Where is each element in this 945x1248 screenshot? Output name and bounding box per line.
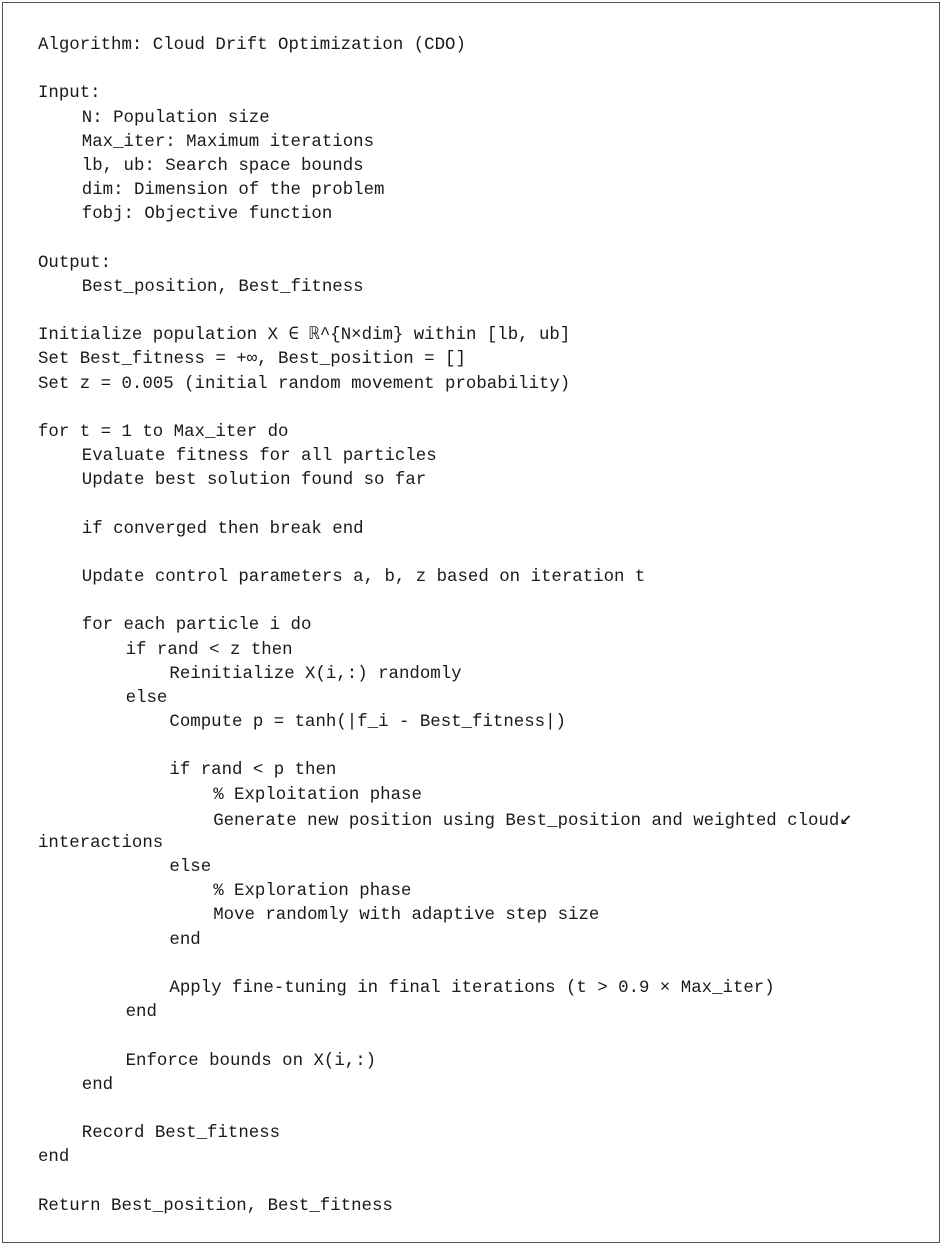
code-line-text: if rand < z then xyxy=(125,640,293,660)
code-line-text: Reinitialize X(i,:) randomly xyxy=(169,664,462,684)
code-line-text: end xyxy=(38,1148,70,1168)
code-line-text: Set z = 0.005 (initial random movement probability) xyxy=(38,374,571,394)
code-line xyxy=(169,759,336,783)
code-line-text: Return Best_position, Best_fitness xyxy=(38,1196,393,1216)
code-line xyxy=(82,155,364,179)
code-line xyxy=(82,179,385,203)
code-line-text: Update control parameters a, b, z based on iteration t xyxy=(81,567,646,587)
code-line xyxy=(126,687,168,711)
code-line xyxy=(38,324,570,348)
code-line xyxy=(126,1001,157,1025)
code-line-text: Output: xyxy=(38,253,112,273)
code-line xyxy=(169,929,200,953)
code-line xyxy=(213,880,411,904)
code-line-text: end xyxy=(169,930,201,950)
code-line-text: fobj: Objective function xyxy=(81,205,333,225)
code-line-text: dim: Dimension of the problem xyxy=(81,181,385,201)
code-line xyxy=(38,1146,69,1170)
code-line xyxy=(82,1074,113,1098)
code-line-text: Evaluate fitness for all particles xyxy=(81,447,437,467)
algorithm-box xyxy=(2,2,940,1243)
code-line xyxy=(213,784,422,808)
code-line-text: else xyxy=(169,858,212,878)
code-line-text: end xyxy=(81,1075,114,1095)
code-line-text: N: Population size xyxy=(81,108,270,128)
code-line-text: % Exploitation phase xyxy=(213,785,422,805)
code-line xyxy=(82,107,270,131)
code-line-text: Move randomly with adaptive step size xyxy=(213,906,600,926)
code-line-text: for t = 1 to Max_iter do xyxy=(38,422,289,442)
code-line-text: Record Best_fitness xyxy=(81,1124,281,1144)
code-line-text: else xyxy=(125,688,168,708)
code-line-text: for each particle i do xyxy=(81,616,312,636)
code-line xyxy=(213,808,852,832)
code-line xyxy=(82,131,374,155)
code-line xyxy=(82,203,332,227)
code-line xyxy=(38,832,163,856)
code-line-text: interactions xyxy=(38,833,164,853)
code-line-text: Apply fine-tuning in final iterations (t > 0.9 × Max_iter) xyxy=(169,979,775,999)
code-line-text: % Exploration phase xyxy=(213,882,412,902)
code-line-text: Initialize population X ∈ ℝ^{N×dim} within [lb, ub] xyxy=(38,326,571,346)
code-line xyxy=(82,518,364,542)
code-line xyxy=(82,469,426,493)
code-line-text: Input: xyxy=(38,84,101,104)
code-line xyxy=(38,348,466,372)
code-line xyxy=(169,711,566,735)
code-line xyxy=(82,614,312,638)
code-line-text: Algorithm: Cloud Drift Optimization (CDO) xyxy=(38,36,466,55)
line-wrap-arrow-icon: ↙ xyxy=(839,810,852,829)
code-line-text: end xyxy=(125,1003,157,1023)
code-line xyxy=(38,82,101,106)
code-line-text: Max_iter: Maximum iterations xyxy=(81,132,375,152)
code-line xyxy=(169,977,774,1001)
code-line xyxy=(38,421,288,445)
code-line xyxy=(38,373,570,397)
code-line xyxy=(169,663,461,687)
code-line xyxy=(82,1122,280,1146)
pseudocode-block xyxy=(3,3,939,1242)
algorithm-title xyxy=(38,34,466,58)
code-line-text: lb, ub: Search space bounds xyxy=(81,156,364,176)
code-line-text: Best_position, Best_fitness xyxy=(81,277,364,297)
code-line xyxy=(126,639,293,663)
code-line-text: Enforce bounds on X(i,:) xyxy=(125,1051,377,1071)
code-line-text: Generate new position using Best_position and weighted cloud xyxy=(213,811,840,831)
code-line-text: Set Best_fitness = +∞, Best_position = [] xyxy=(38,350,466,370)
code-line xyxy=(38,252,111,276)
code-line-text: if converged then break end xyxy=(81,519,364,539)
code-line xyxy=(82,276,364,300)
code-line xyxy=(213,904,599,928)
code-line xyxy=(169,856,211,880)
code-line xyxy=(82,445,437,469)
code-line xyxy=(126,1050,376,1074)
code-line-text: Update best solution found so far xyxy=(81,471,427,491)
code-line-text: Compute p = tanh(|f_i - Best_fitness|) xyxy=(169,713,566,733)
code-line xyxy=(82,566,646,590)
code-line-text: if rand < p then xyxy=(169,761,337,781)
code-line xyxy=(38,1195,393,1219)
